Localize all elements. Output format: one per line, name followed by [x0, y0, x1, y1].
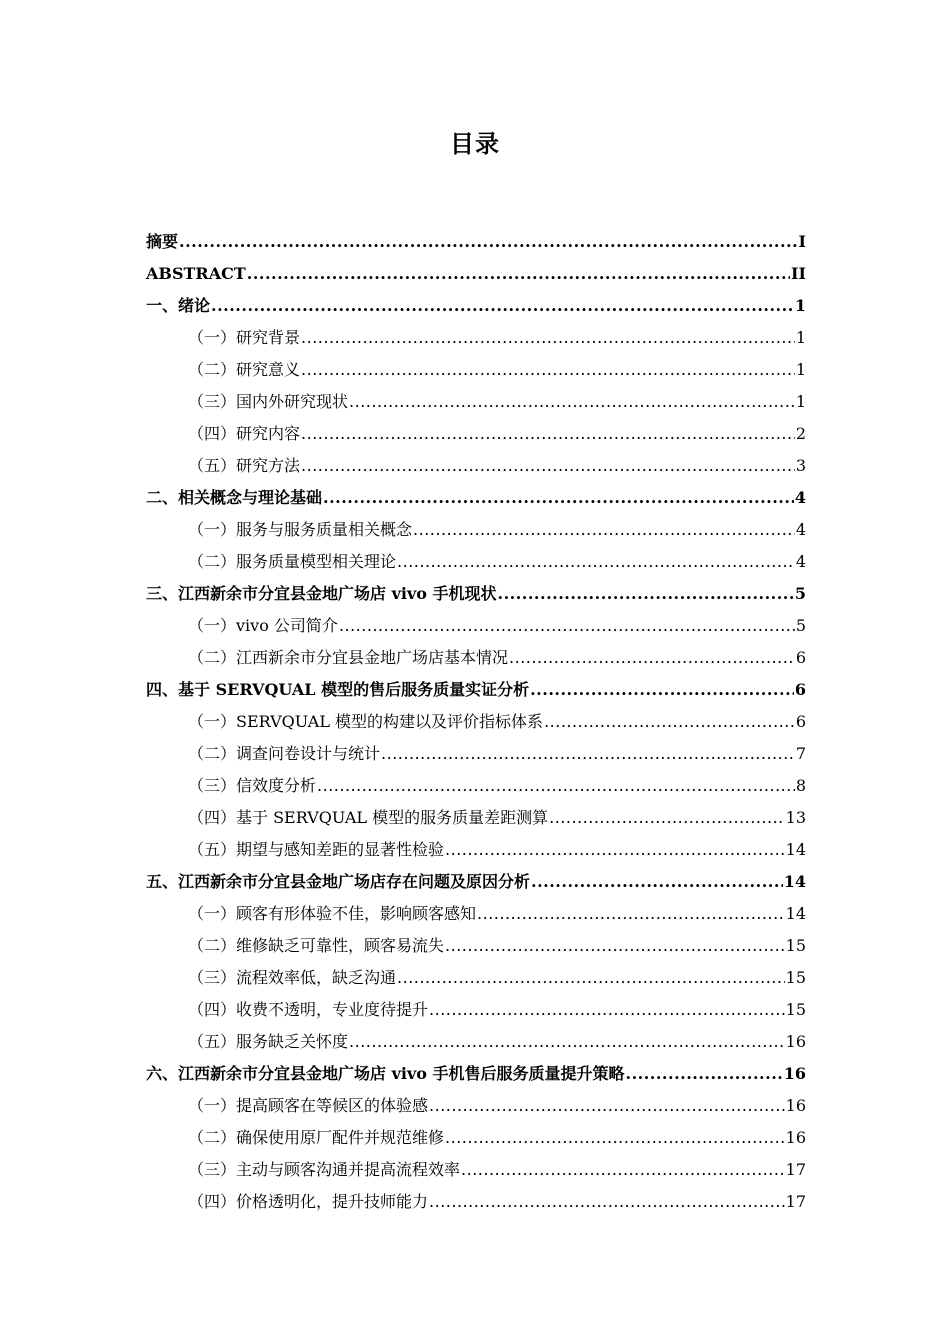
toc-dot-leader: [509, 642, 795, 674]
toc-entry-label: 二、相关概念与理论基础: [146, 488, 323, 507]
toc-entry-page-number: 1: [794, 296, 806, 315]
toc-entry-label: （四）价格透明化，提升技师能力: [188, 1192, 429, 1211]
toc-dot-leader: [301, 354, 795, 386]
toc-chapter-entry: [146, 1058, 806, 1090]
toc-entry-page-number: 1: [795, 328, 806, 347]
toc-entry-label: （三）流程效率低，缺乏沟通: [188, 968, 397, 987]
toc-entry-page-number: 3: [795, 456, 806, 475]
toc-dot-leader: [626, 1058, 783, 1090]
toc-entry-label: （四）研究内容: [188, 424, 301, 443]
toc-dot-leader: [429, 1090, 785, 1122]
toc-section-entry: [146, 802, 806, 834]
toc-dot-leader: [247, 258, 790, 290]
toc-dot-leader: [531, 866, 783, 898]
toc-entry-label: （五）研究方法: [188, 456, 301, 475]
toc-section-entry: [146, 1122, 806, 1154]
toc-entry-label: 五、江西新余市分宜县金地广场店存在问题及原因分析: [146, 872, 531, 891]
toc-section-entry: [146, 738, 806, 770]
toc-entry-page-number: 4: [794, 488, 806, 507]
toc-dot-leader: [301, 450, 795, 482]
toc-section-entry: [146, 1154, 806, 1186]
toc-entry-label: 摘要: [146, 232, 179, 251]
toc-entry-label: （二）调查问卷设计与统计: [188, 744, 381, 763]
toc-section-entry: [146, 1026, 806, 1058]
toc-entry-page-number: 14: [785, 840, 806, 859]
toc-entry-page-number: 4: [795, 520, 806, 539]
toc-entry-label: （二）服务质量模型相关理论: [188, 552, 397, 571]
toc-entry-page-number: 16: [785, 1032, 806, 1051]
toc-entry-page-number: 16: [783, 1064, 806, 1083]
toc-entry-page-number: 16: [785, 1096, 806, 1115]
toc-dot-leader: [445, 930, 785, 962]
toc-entry-page-number: 15: [785, 1000, 806, 1019]
toc-entry-label: （一）vivo 公司简介: [188, 616, 338, 635]
toc-entry-label: （四）基于 SERVQUAL 模型的服务质量差距测算: [188, 808, 549, 827]
toc-entry-page-number: 5: [794, 584, 806, 603]
toc-entry-page-number: 1: [795, 392, 806, 411]
toc-section-entry: [146, 354, 806, 386]
toc-section-entry: [146, 834, 806, 866]
page-title: 目录: [450, 130, 500, 158]
toc-section-entry: [146, 930, 806, 962]
toc-entry-label: ABSTRACT: [146, 264, 246, 283]
toc-section-entry: [146, 994, 806, 1026]
toc-entry-label: （二）维修缺乏可靠性，顾客易流失: [188, 936, 445, 955]
toc-section-entry: [146, 642, 806, 674]
toc-dot-leader: [397, 546, 795, 578]
toc-chapter-entry: [146, 290, 806, 322]
toc-entry-label: 六、江西新余市分宜县金地广场店 vivo 手机售后服务质量提升策略: [146, 1064, 625, 1083]
toc-chapter-entry: [146, 482, 806, 514]
toc-dot-leader: [445, 834, 785, 866]
toc-entry-page-number: 6: [795, 712, 806, 731]
toc-dot-leader: [429, 1186, 785, 1218]
toc-entry-page-number: 2: [795, 424, 806, 443]
toc-entry-page-number: 4: [795, 552, 806, 571]
toc-chapter-entry: [146, 578, 806, 610]
toc-entry-label: （二）研究意义: [188, 360, 301, 379]
toc-entry-page-number: 14: [785, 904, 806, 923]
toc-dot-leader: [549, 802, 785, 834]
toc-entry-label: （一）提高顾客在等候区的体验感: [188, 1096, 429, 1115]
toc-dot-leader: [413, 514, 795, 546]
toc-entry-label: （三）信效度分析: [188, 776, 317, 795]
toc-entry-page-number: 8: [795, 776, 806, 795]
toc-entry-label: 一、绪论: [146, 296, 211, 315]
toc-dot-leader: [498, 578, 794, 610]
table-of-contents: [146, 226, 806, 1218]
toc-section-entry: [146, 1186, 806, 1218]
toc-dot-leader: [530, 674, 794, 706]
toc-dot-leader: [301, 418, 795, 450]
toc-entry-label: （一）研究背景: [188, 328, 301, 347]
toc-entry-page-number: 6: [795, 648, 806, 667]
toc-section-entry: [146, 706, 806, 738]
toc-section-entry: [146, 1090, 806, 1122]
toc-entry-page-number: 1: [795, 360, 806, 379]
toc-entry-page-number: 5: [795, 616, 806, 635]
toc-entry-page-number: 17: [785, 1160, 806, 1179]
toc-chapter-entry: [146, 674, 806, 706]
toc-dot-leader: [544, 706, 795, 738]
toc-entry-page-number: I: [798, 232, 806, 251]
toc-entry-label: 三、江西新余市分宜县金地广场店 vivo 手机现状: [146, 584, 497, 603]
toc-entry-page-number: 15: [785, 936, 806, 955]
toc-dot-leader: [211, 290, 794, 322]
toc-dot-leader: [397, 962, 785, 994]
toc-entry-page-number: II: [791, 264, 806, 283]
toc-entry-page-number: 13: [785, 808, 806, 827]
toc-dot-leader: [477, 898, 785, 930]
toc-section-entry: [146, 418, 806, 450]
toc-chapter-entry: [146, 258, 806, 290]
toc-section-entry: [146, 386, 806, 418]
toc-section-entry: [146, 546, 806, 578]
toc-dot-leader: [349, 386, 795, 418]
toc-entry-label: （三）主动与顾客沟通并提高流程效率: [188, 1160, 461, 1179]
toc-chapter-entry: [146, 866, 806, 898]
toc-section-entry: [146, 610, 806, 642]
toc-entry-label: （一）顾客有形体验不佳，影响顾客感知: [188, 904, 477, 923]
toc-entry-page-number: 6: [794, 680, 806, 699]
toc-section-entry: [146, 898, 806, 930]
toc-entry-page-number: 17: [785, 1192, 806, 1211]
toc-entry-page-number: 7: [795, 744, 806, 763]
toc-dot-leader: [179, 226, 798, 258]
toc-chapter-entry: [146, 226, 806, 258]
toc-dot-leader: [381, 738, 795, 770]
toc-dot-leader: [461, 1154, 785, 1186]
toc-section-entry: [146, 450, 806, 482]
toc-entry-page-number: 14: [783, 872, 806, 891]
toc-dot-leader: [317, 770, 795, 802]
toc-entry-page-number: 16: [785, 1128, 806, 1147]
toc-entry-label: （五）期望与感知差距的显著性检验: [188, 840, 445, 859]
toc-entry-label: （一）SERVQUAL 模型的构建以及评价指标体系: [188, 712, 544, 731]
toc-entry-label: 四、基于 SERVQUAL 模型的售后服务质量实证分析: [146, 680, 530, 699]
toc-dot-leader: [445, 1122, 785, 1154]
toc-entry-label: （五）服务缺乏关怀度: [188, 1032, 349, 1051]
toc-dot-leader: [323, 482, 794, 514]
toc-dot-leader: [349, 1026, 785, 1058]
toc-section-entry: [146, 770, 806, 802]
toc-entry-label: （三）国内外研究现状: [188, 392, 349, 411]
toc-entry-label: （四）收费不透明，专业度待提升: [188, 1000, 429, 1019]
toc-section-entry: [146, 322, 806, 354]
toc-dot-leader: [301, 322, 795, 354]
toc-section-entry: [146, 514, 806, 546]
toc-entry-label: （二）确保使用原厂配件并规范维修: [188, 1128, 445, 1147]
toc-entry-label: （一）服务与服务质量相关概念: [188, 520, 413, 539]
toc-dot-leader: [339, 610, 795, 642]
toc-entry-page-number: 15: [785, 968, 806, 987]
toc-dot-leader: [429, 994, 785, 1026]
toc-section-entry: [146, 962, 806, 994]
toc-entry-label: （二）江西新余市分宜县金地广场店基本情况: [188, 648, 509, 667]
